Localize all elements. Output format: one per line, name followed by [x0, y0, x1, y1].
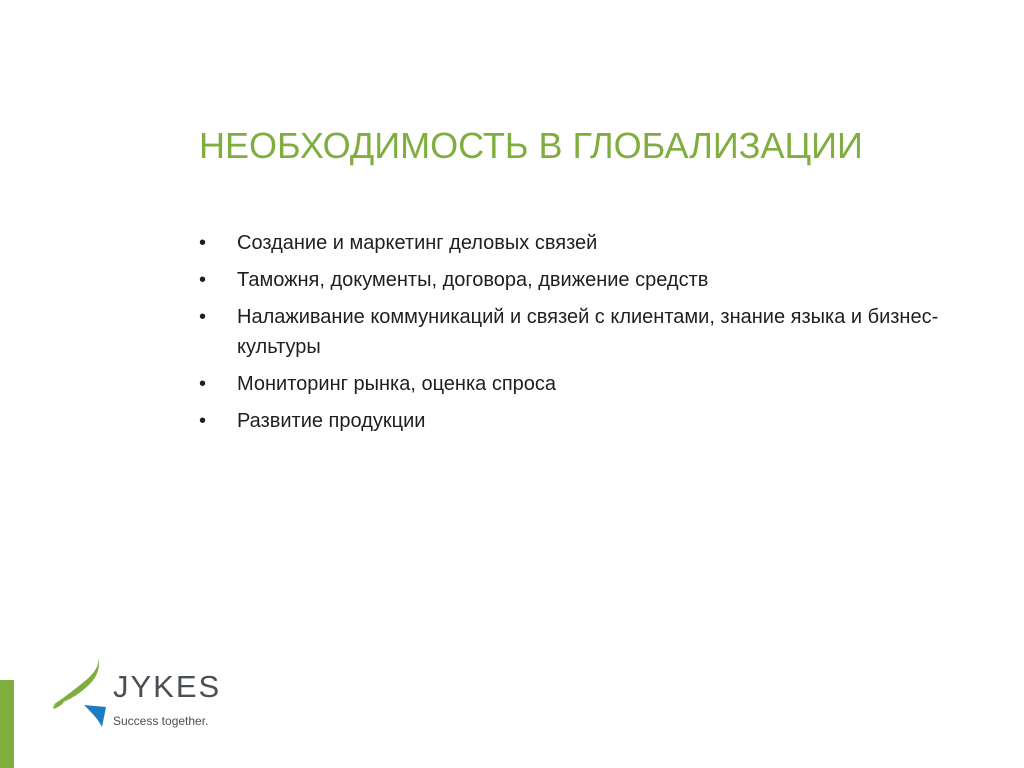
bullet-icon: • — [199, 232, 207, 254]
bullet-text: Налаживание коммуникаций и связей с клиентами, знание языка и бизнес-культуры — [237, 306, 939, 358]
slide-title: НЕОБХОДИМОСТЬ В ГЛОБАЛИЗАЦИИ — [199, 125, 863, 166]
bullet-item — [199, 406, 959, 436]
bullet-item — [199, 369, 959, 399]
bullet-text: Таможня, документы, договора, движение средств — [237, 269, 709, 291]
bullet-list — [199, 228, 959, 443]
logo-name: JYKES — [113, 669, 222, 704]
bullet-text: Создание и маркетинг деловых связей — [237, 232, 598, 254]
bullet-item — [199, 228, 959, 258]
bullet-icon: • — [199, 410, 207, 432]
bullet-item — [199, 265, 959, 295]
bullet-text: Мониторинг рынка, оценка спроса — [237, 373, 557, 395]
bullet-text: Развитие продукции — [237, 410, 426, 432]
left-accent-bar — [0, 680, 14, 768]
logo-tagline: Success together. — [113, 714, 209, 728]
jykes-logo — [50, 655, 230, 735]
bullet-item — [199, 302, 959, 362]
bullet-icon: • — [199, 269, 207, 291]
bullet-icon: • — [199, 306, 207, 328]
bullet-icon: • — [199, 373, 207, 395]
jykes-swoosh-icon — [50, 655, 108, 733]
